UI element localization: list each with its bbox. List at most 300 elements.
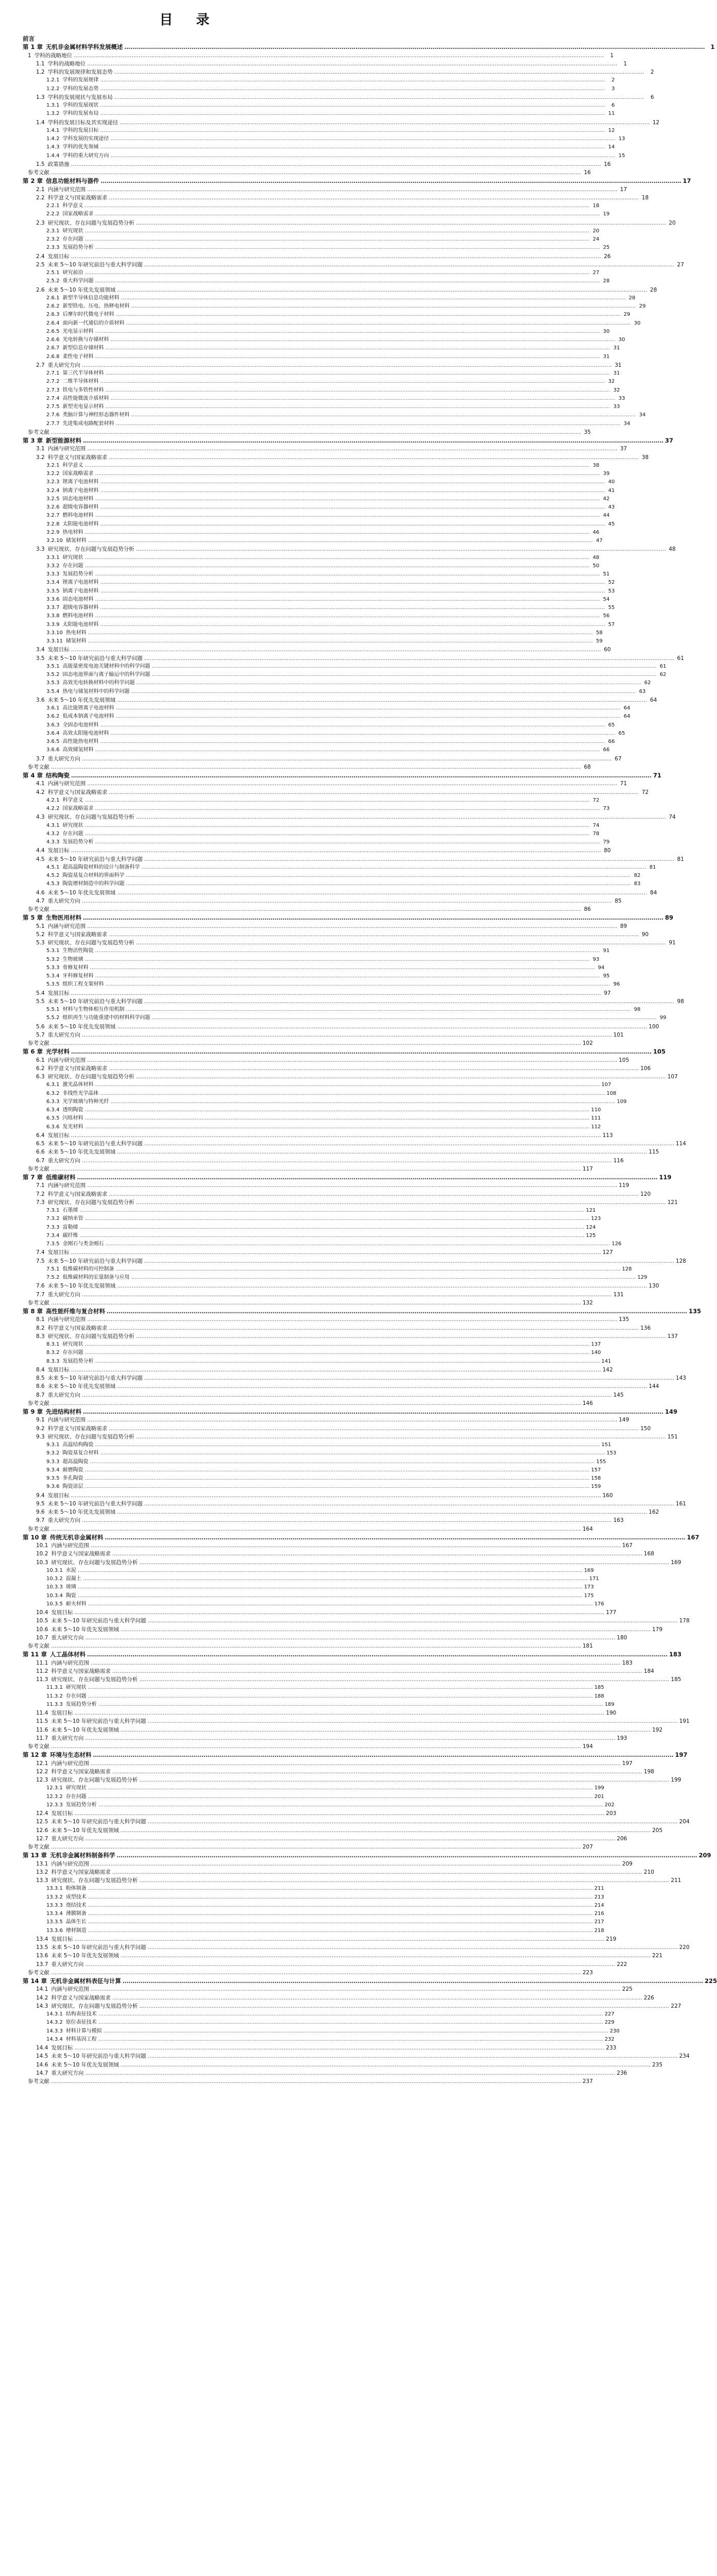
toc-entry[interactable] <box>23 1190 651 1198</box>
toc-entry[interactable] <box>23 570 610 579</box>
toc-chapter-entry[interactable] <box>23 913 674 922</box>
toc-entry[interactable] <box>23 353 610 361</box>
toc-page-number: 144 <box>648 1383 659 1390</box>
toc-entry[interactable] <box>23 1659 633 1667</box>
toc-entry[interactable] <box>23 420 630 428</box>
toc-entry[interactable] <box>23 261 684 269</box>
toc-entry[interactable] <box>23 127 615 135</box>
toc-entry[interactable] <box>23 813 676 821</box>
toc-entry[interactable] <box>23 562 600 570</box>
toc-leader-dots <box>83 436 663 445</box>
toc-entry[interactable] <box>23 361 622 369</box>
toc-entry[interactable] <box>23 1910 604 1918</box>
toc-entry[interactable] <box>23 1207 596 1215</box>
toc-entry[interactable] <box>23 495 610 503</box>
toc-entry[interactable] <box>23 369 620 378</box>
toc-entry[interactable] <box>23 2010 614 2019</box>
toc-entry[interactable] <box>23 1366 613 1374</box>
toc-entry[interactable] <box>23 1090 617 1098</box>
toc-entry-number: 第 4 章 <box>23 772 43 779</box>
toc-entry[interactable] <box>23 1818 690 1826</box>
toc-chapter-entry[interactable] <box>23 1173 672 1181</box>
toc-entry[interactable] <box>23 822 600 830</box>
toc-entry[interactable] <box>23 1784 604 1792</box>
toc-entry[interactable] <box>23 880 641 888</box>
toc-entry[interactable] <box>23 1064 651 1073</box>
toc-leader-dots <box>144 1500 674 1508</box>
toc-entry[interactable] <box>23 939 676 947</box>
toc-entry-title: 新型信息存储材料 <box>62 345 104 351</box>
toc-entry[interactable] <box>23 596 610 604</box>
toc-entry[interactable] <box>23 688 646 696</box>
toc-entry[interactable] <box>23 1902 604 1910</box>
toc-entry[interactable] <box>23 143 615 151</box>
toc-entry[interactable] <box>23 755 622 763</box>
toc-entry[interactable] <box>23 1508 659 1516</box>
toc-entry-title: 未来 5～10 年研究前沿与重大科学问题 <box>51 2053 146 2060</box>
toc-entry[interactable] <box>23 227 600 235</box>
toc-entry[interactable] <box>23 763 591 771</box>
toc-entry[interactable] <box>23 85 615 93</box>
toc-entry[interactable] <box>23 1608 617 1617</box>
toc-entry[interactable] <box>23 52 614 60</box>
toc-entry[interactable] <box>23 637 603 646</box>
toc-entry-number: 3.2.1 <box>46 462 60 468</box>
toc-entry-number: 9.4 <box>36 1492 45 1499</box>
toc-entry[interactable] <box>23 679 651 687</box>
toc-entry-number: 4.5.1 <box>46 864 60 870</box>
toc-entry[interactable] <box>23 746 610 754</box>
toc-page-number: 65 <box>618 730 625 736</box>
toc-leader-dots <box>71 1131 601 1140</box>
toc-entry[interactable] <box>23 219 676 227</box>
toc-entry[interactable] <box>23 294 636 302</box>
toc-entry[interactable] <box>23 1416 629 1424</box>
toc-entry[interactable] <box>23 1299 593 1307</box>
toc-entry[interactable] <box>23 1165 593 1173</box>
toc-entry[interactable] <box>23 462 600 470</box>
toc-page-number: 80 <box>604 848 611 854</box>
toc-leader-dots <box>131 1274 636 1282</box>
toc-entry[interactable] <box>23 152 625 160</box>
toc-entry[interactable] <box>23 60 627 68</box>
toc-leader-dots <box>51 2077 581 2086</box>
toc-entry[interactable] <box>23 478 615 486</box>
toc-entry[interactable] <box>23 118 660 127</box>
toc-entry[interactable] <box>23 160 611 168</box>
toc-entry[interactable] <box>23 2069 627 2077</box>
toc-entry[interactable] <box>23 1148 659 1156</box>
toc-entry-number: 第 2 章 <box>23 177 43 185</box>
toc-entry[interactable] <box>23 1625 663 1634</box>
toc-entry[interactable] <box>23 1257 686 1265</box>
toc-entry[interactable] <box>23 520 615 529</box>
toc-entry[interactable] <box>23 1516 624 1524</box>
toc-entry[interactable] <box>23 194 649 202</box>
toc-entry[interactable] <box>23 1525 593 1533</box>
toc-page-number: 206 <box>617 1835 627 1842</box>
toc-entry[interactable] <box>23 964 605 972</box>
toc-entry[interactable] <box>23 1131 613 1140</box>
toc-entry[interactable] <box>23 629 603 637</box>
toc-chapter-entry[interactable] <box>23 771 662 779</box>
toc-leader-dots <box>105 386 610 395</box>
toc-entry[interactable] <box>23 1023 659 1031</box>
toc-entry[interactable] <box>23 1860 633 1868</box>
toc-entry[interactable] <box>23 997 684 1006</box>
toc-entry[interactable] <box>23 1224 596 1232</box>
toc-entry[interactable] <box>23 1240 622 1248</box>
toc-chapter-entry[interactable] <box>23 177 691 185</box>
toc-entry[interactable] <box>23 889 657 897</box>
toc-entry[interactable] <box>23 947 610 955</box>
toc-entry[interactable] <box>23 277 610 285</box>
toc-entry[interactable] <box>23 1918 604 1926</box>
toc-entry[interactable] <box>23 1391 624 1399</box>
toc-entry-number: 3.6.5 <box>46 739 60 744</box>
toc-entry[interactable] <box>23 704 630 713</box>
toc-entry[interactable] <box>23 779 627 788</box>
toc-entry[interactable] <box>23 863 656 872</box>
toc-leader-dots <box>83 1575 588 1583</box>
toc-entry[interactable] <box>23 1692 604 1701</box>
toc-entry[interactable] <box>23 989 611 997</box>
toc-entry[interactable] <box>23 905 591 913</box>
toc-entry-title: 重大研究方向 <box>51 1835 84 1842</box>
toc-entry[interactable] <box>23 411 646 419</box>
toc-entry[interactable] <box>23 1449 617 1458</box>
toc-entry[interactable] <box>23 1198 678 1207</box>
toc-page-number: 50 <box>592 563 600 569</box>
toc-entry[interactable] <box>23 1927 604 1935</box>
toc-entry[interactable] <box>23 1014 667 1022</box>
toc-entry[interactable] <box>23 1140 686 1148</box>
toc-entry[interactable] <box>23 1157 624 1165</box>
toc-entry[interactable] <box>23 1600 604 1608</box>
toc-entry[interactable] <box>23 1684 604 1692</box>
toc-entry[interactable] <box>23 110 615 118</box>
toc-entry[interactable] <box>23 579 615 587</box>
toc-entry[interactable] <box>23 336 625 344</box>
toc-entry[interactable] <box>23 1969 593 1977</box>
toc-entry[interactable] <box>23 796 600 805</box>
toc-entry[interactable] <box>23 1667 654 1675</box>
toc-entry[interactable] <box>23 512 610 520</box>
toc-entry[interactable] <box>23 738 615 746</box>
toc-entry[interactable] <box>23 838 610 846</box>
toc-entry-title: 发展目标 <box>47 1249 70 1256</box>
toc-entry[interactable] <box>23 604 615 612</box>
toc-entry[interactable] <box>23 696 657 704</box>
toc-entry[interactable] <box>23 1248 613 1257</box>
toc-entry[interactable] <box>23 1809 617 1818</box>
toc-entry[interactable] <box>23 788 649 796</box>
toc-entry[interactable] <box>23 1358 611 1366</box>
toc-entry[interactable] <box>23 1943 690 1952</box>
toc-entry[interactable] <box>23 830 600 838</box>
toc-entry[interactable] <box>23 1282 659 1290</box>
toc-entry-title: 国家战略需求 <box>62 806 94 811</box>
toc-entry[interactable] <box>23 1382 659 1391</box>
toc-entry[interactable] <box>23 403 620 411</box>
toc-chapter-entry[interactable] <box>23 1307 702 1315</box>
toc-entry[interactable] <box>23 1835 627 1843</box>
toc-leader-dots <box>83 1408 663 1416</box>
toc-entry[interactable] <box>23 1550 654 1558</box>
toc-page-number: 105 <box>653 1048 666 1056</box>
toc-entry[interactable] <box>23 2044 617 2052</box>
toc-entry[interactable] <box>23 2052 690 2060</box>
toc-page-number: 185 <box>671 1676 681 1683</box>
toc-chapter-entry[interactable] <box>23 1751 688 1759</box>
toc-entry[interactable] <box>23 76 615 84</box>
toc-leader-dots <box>109 453 639 462</box>
toc-entry[interactable] <box>23 721 615 730</box>
toc-entry[interactable] <box>23 395 625 403</box>
toc-entry[interactable] <box>23 1500 686 1508</box>
toc-entry-number: 3.3 <box>36 546 45 553</box>
toc-entry[interactable] <box>23 1181 629 1190</box>
toc-entry-number: 14.3.4 <box>46 2036 63 2042</box>
toc-entry[interactable] <box>23 1726 663 1734</box>
toc-entry[interactable] <box>23 545 676 553</box>
toc-entry[interactable] <box>23 1291 624 1299</box>
toc-entry[interactable] <box>23 1492 613 1500</box>
toc-page-number: 204 <box>679 1819 690 1825</box>
toc-entry[interactable] <box>23 1073 678 1081</box>
toc-entry[interactable] <box>23 1123 601 1131</box>
toc-entry[interactable] <box>23 1324 651 1332</box>
toc-entry-number: 3.6.1 <box>46 705 60 711</box>
toc-entry[interactable] <box>23 537 603 545</box>
toc-entry[interactable] <box>23 1592 594 1600</box>
toc-chapter-entry[interactable] <box>23 1408 678 1416</box>
toc-entry[interactable] <box>23 1634 627 1642</box>
toc-entry[interactable] <box>23 2019 614 2027</box>
toc-chapter-entry[interactable] <box>23 1977 717 1985</box>
toc-entry[interactable] <box>23 1475 601 1483</box>
toc-entry[interactable] <box>23 1642 593 1650</box>
toc-chapter-entry[interactable] <box>23 1533 699 1541</box>
toc-entry[interactable] <box>23 328 610 336</box>
toc-entry[interactable] <box>23 503 615 512</box>
toc-entry[interactable] <box>23 922 627 930</box>
toc-entry[interactable] <box>23 1098 627 1106</box>
toc-entry[interactable] <box>23 1483 601 1491</box>
toc-entry-number: 11.7 <box>36 1735 48 1741</box>
toc-entry[interactable] <box>23 612 610 620</box>
toc-entry[interactable] <box>23 202 600 210</box>
toc-entry[interactable] <box>23 930 649 939</box>
toc-chapter-entry[interactable] <box>23 43 715 51</box>
toc-entry[interactable] <box>23 1215 601 1223</box>
toc-entry-title: 结构陶瓷 <box>46 772 70 779</box>
toc-entry[interactable] <box>23 1341 601 1349</box>
toc-leader-dots <box>84 796 589 805</box>
toc-entry[interactable] <box>23 1541 633 1550</box>
toc-entry[interactable] <box>23 68 654 76</box>
toc-entry[interactable] <box>23 1031 624 1039</box>
toc-entry[interactable] <box>23 2027 620 2036</box>
toc-entry[interactable] <box>23 713 630 721</box>
toc-entry[interactable] <box>23 1893 604 1902</box>
toc-entry[interactable] <box>23 453 649 462</box>
toc-entry-title: 发展目标 <box>47 848 70 854</box>
toc-page-number: 190 <box>606 1710 617 1716</box>
toc-entry[interactable] <box>23 93 654 101</box>
toc-entry[interactable] <box>23 646 611 654</box>
toc-entry[interactable] <box>23 972 610 980</box>
toc-entry[interactable] <box>23 1960 627 1969</box>
toc-entry-title: 光电显示材料 <box>62 328 94 334</box>
toc-entry-number: 13.4 <box>36 1936 48 1942</box>
toc-entry[interactable] <box>23 1994 654 2002</box>
toc-entry[interactable] <box>23 445 627 453</box>
toc-entry-title: 太阳能电池材料 <box>62 621 99 628</box>
toc-entry[interactable] <box>23 1717 690 1725</box>
toc-entry[interactable] <box>23 2077 593 2086</box>
toc-entry[interactable] <box>23 1709 617 1717</box>
toc-entry-title: 面向新一代通信的介质材料 <box>62 320 125 326</box>
toc-leader-dots <box>51 1039 581 1047</box>
toc-entry-number: 9.3.6 <box>46 1484 60 1490</box>
toc-entry[interactable] <box>23 663 667 671</box>
toc-entry[interactable] <box>23 980 620 989</box>
toc-entry[interactable] <box>23 1458 606 1466</box>
toc-entry[interactable] <box>23 2061 663 2069</box>
toc-entry[interactable] <box>23 897 622 905</box>
toc-entry[interactable] <box>23 956 600 964</box>
toc-entry[interactable] <box>23 1801 614 1809</box>
toc-entry[interactable] <box>23 302 646 311</box>
toc-entry[interactable] <box>23 671 667 679</box>
toc-entry[interactable] <box>23 1567 594 1575</box>
toc-entry[interactable] <box>23 805 610 813</box>
toc-entry[interactable] <box>23 1425 651 1433</box>
toc-entry[interactable] <box>23 344 620 352</box>
toc-entry[interactable] <box>23 428 591 436</box>
toc-entry[interactable] <box>23 554 600 562</box>
toc-entry[interactable] <box>23 311 630 319</box>
toc-entry-title: 内涵与研究范围 <box>47 1057 86 1063</box>
toc-entry[interactable] <box>23 487 615 495</box>
toc-entry[interactable] <box>23 1826 663 1835</box>
toc-entry[interactable] <box>23 1675 681 1684</box>
toc-entry[interactable] <box>23 470 610 478</box>
toc-entry[interactable] <box>23 1575 599 1583</box>
toc-entry[interactable] <box>23 730 625 738</box>
toc-entry[interactable] <box>23 378 615 386</box>
toc-entry[interactable] <box>23 1265 632 1274</box>
toc-entry[interactable] <box>23 210 610 218</box>
toc-chapter-entry[interactable] <box>23 1851 711 1859</box>
toc-page-number: 136 <box>640 1325 651 1331</box>
toc-entry[interactable] <box>23 587 615 596</box>
toc-chapter-entry[interactable] <box>23 1650 682 1658</box>
toc-entry[interactable] <box>23 1349 601 1357</box>
toc-entry[interactable] <box>23 1114 601 1123</box>
toc-entry[interactable] <box>23 1433 678 1441</box>
toc-entry[interactable] <box>23 1399 593 1408</box>
toc-entry[interactable] <box>23 1617 690 1625</box>
toc-page-number: 89 <box>620 923 627 929</box>
toc-entry[interactable] <box>23 1734 627 1742</box>
toc-entry[interactable] <box>23 244 610 252</box>
toc-entry[interactable] <box>23 855 684 863</box>
toc-entry[interactable] <box>23 1768 654 1776</box>
toc-entry[interactable] <box>23 1441 611 1449</box>
toc-leader-dots <box>74 1709 604 1717</box>
toc-entry[interactable] <box>23 269 600 277</box>
toc-entry[interactable] <box>23 654 684 663</box>
toc-entry[interactable] <box>23 1885 604 1893</box>
toc-entry[interactable] <box>23 1106 601 1114</box>
toc-entry[interactable] <box>23 386 620 395</box>
toc-page-number: 64 <box>623 705 630 711</box>
toc-entry[interactable] <box>23 1558 681 1567</box>
toc-entry[interactable] <box>23 1868 654 1876</box>
toc-entry[interactable] <box>23 1332 678 1341</box>
toc-entry[interactable] <box>23 252 611 261</box>
toc-entry[interactable] <box>23 235 600 244</box>
toc-entry[interactable] <box>23 185 627 194</box>
toc-entry[interactable] <box>23 1876 681 1885</box>
toc-entry-title: 发展趋势分析 <box>65 1701 97 1707</box>
toc-entry[interactable] <box>23 1274 647 1282</box>
toc-entry[interactable] <box>23 1315 629 1324</box>
toc-entry-title: 第三代半导体材料 <box>62 370 104 376</box>
toc-leader-dots <box>74 1809 604 1818</box>
toc-entry[interactable] <box>23 1843 593 1851</box>
toc-chapter-entry[interactable] <box>23 35 355 43</box>
toc-entry[interactable] <box>23 319 641 328</box>
toc-entry[interactable] <box>23 2002 681 2010</box>
toc-entry[interactable] <box>23 101 615 110</box>
toc-entry[interactable] <box>23 1056 629 1064</box>
toc-entry[interactable] <box>23 1081 611 1089</box>
toc-entry[interactable] <box>23 1985 633 1993</box>
toc-entry[interactable] <box>23 1232 596 1240</box>
toc-entry[interactable] <box>23 1759 633 1768</box>
toc-entry[interactable] <box>23 168 591 177</box>
toc-entry[interactable] <box>23 621 615 629</box>
toc-entry-title: 参考文献 <box>28 1400 49 1406</box>
toc-entry[interactable] <box>23 1039 593 1047</box>
toc-entry[interactable] <box>23 286 657 294</box>
toc-entry[interactable] <box>23 1583 594 1591</box>
toc-chapter-entry[interactable] <box>23 436 674 445</box>
toc-entry[interactable] <box>23 135 625 143</box>
toc-entry[interactable] <box>23 1742 593 1751</box>
toc-entry[interactable] <box>23 1935 617 1943</box>
toc-entry[interactable] <box>23 1776 681 1784</box>
toc-leader-dots <box>101 177 681 185</box>
toc-leader-dots <box>117 1282 647 1290</box>
toc-entry[interactable] <box>23 846 611 855</box>
toc-chapter-entry[interactable] <box>23 1047 666 1056</box>
toc-entry[interactable] <box>23 1952 663 1960</box>
toc-entry[interactable] <box>23 1374 686 1382</box>
toc-page-number: 146 <box>583 1400 593 1406</box>
toc-leader-dots <box>139 1876 669 1885</box>
toc-entry[interactable] <box>23 872 641 880</box>
toc-entry[interactable] <box>23 1793 604 1801</box>
toc-entry[interactable] <box>23 529 600 537</box>
toc-entry[interactable] <box>23 1006 641 1014</box>
toc-entry[interactable] <box>23 1466 601 1475</box>
toc-entry[interactable] <box>23 2036 614 2044</box>
toc-entry[interactable] <box>23 1701 614 1709</box>
